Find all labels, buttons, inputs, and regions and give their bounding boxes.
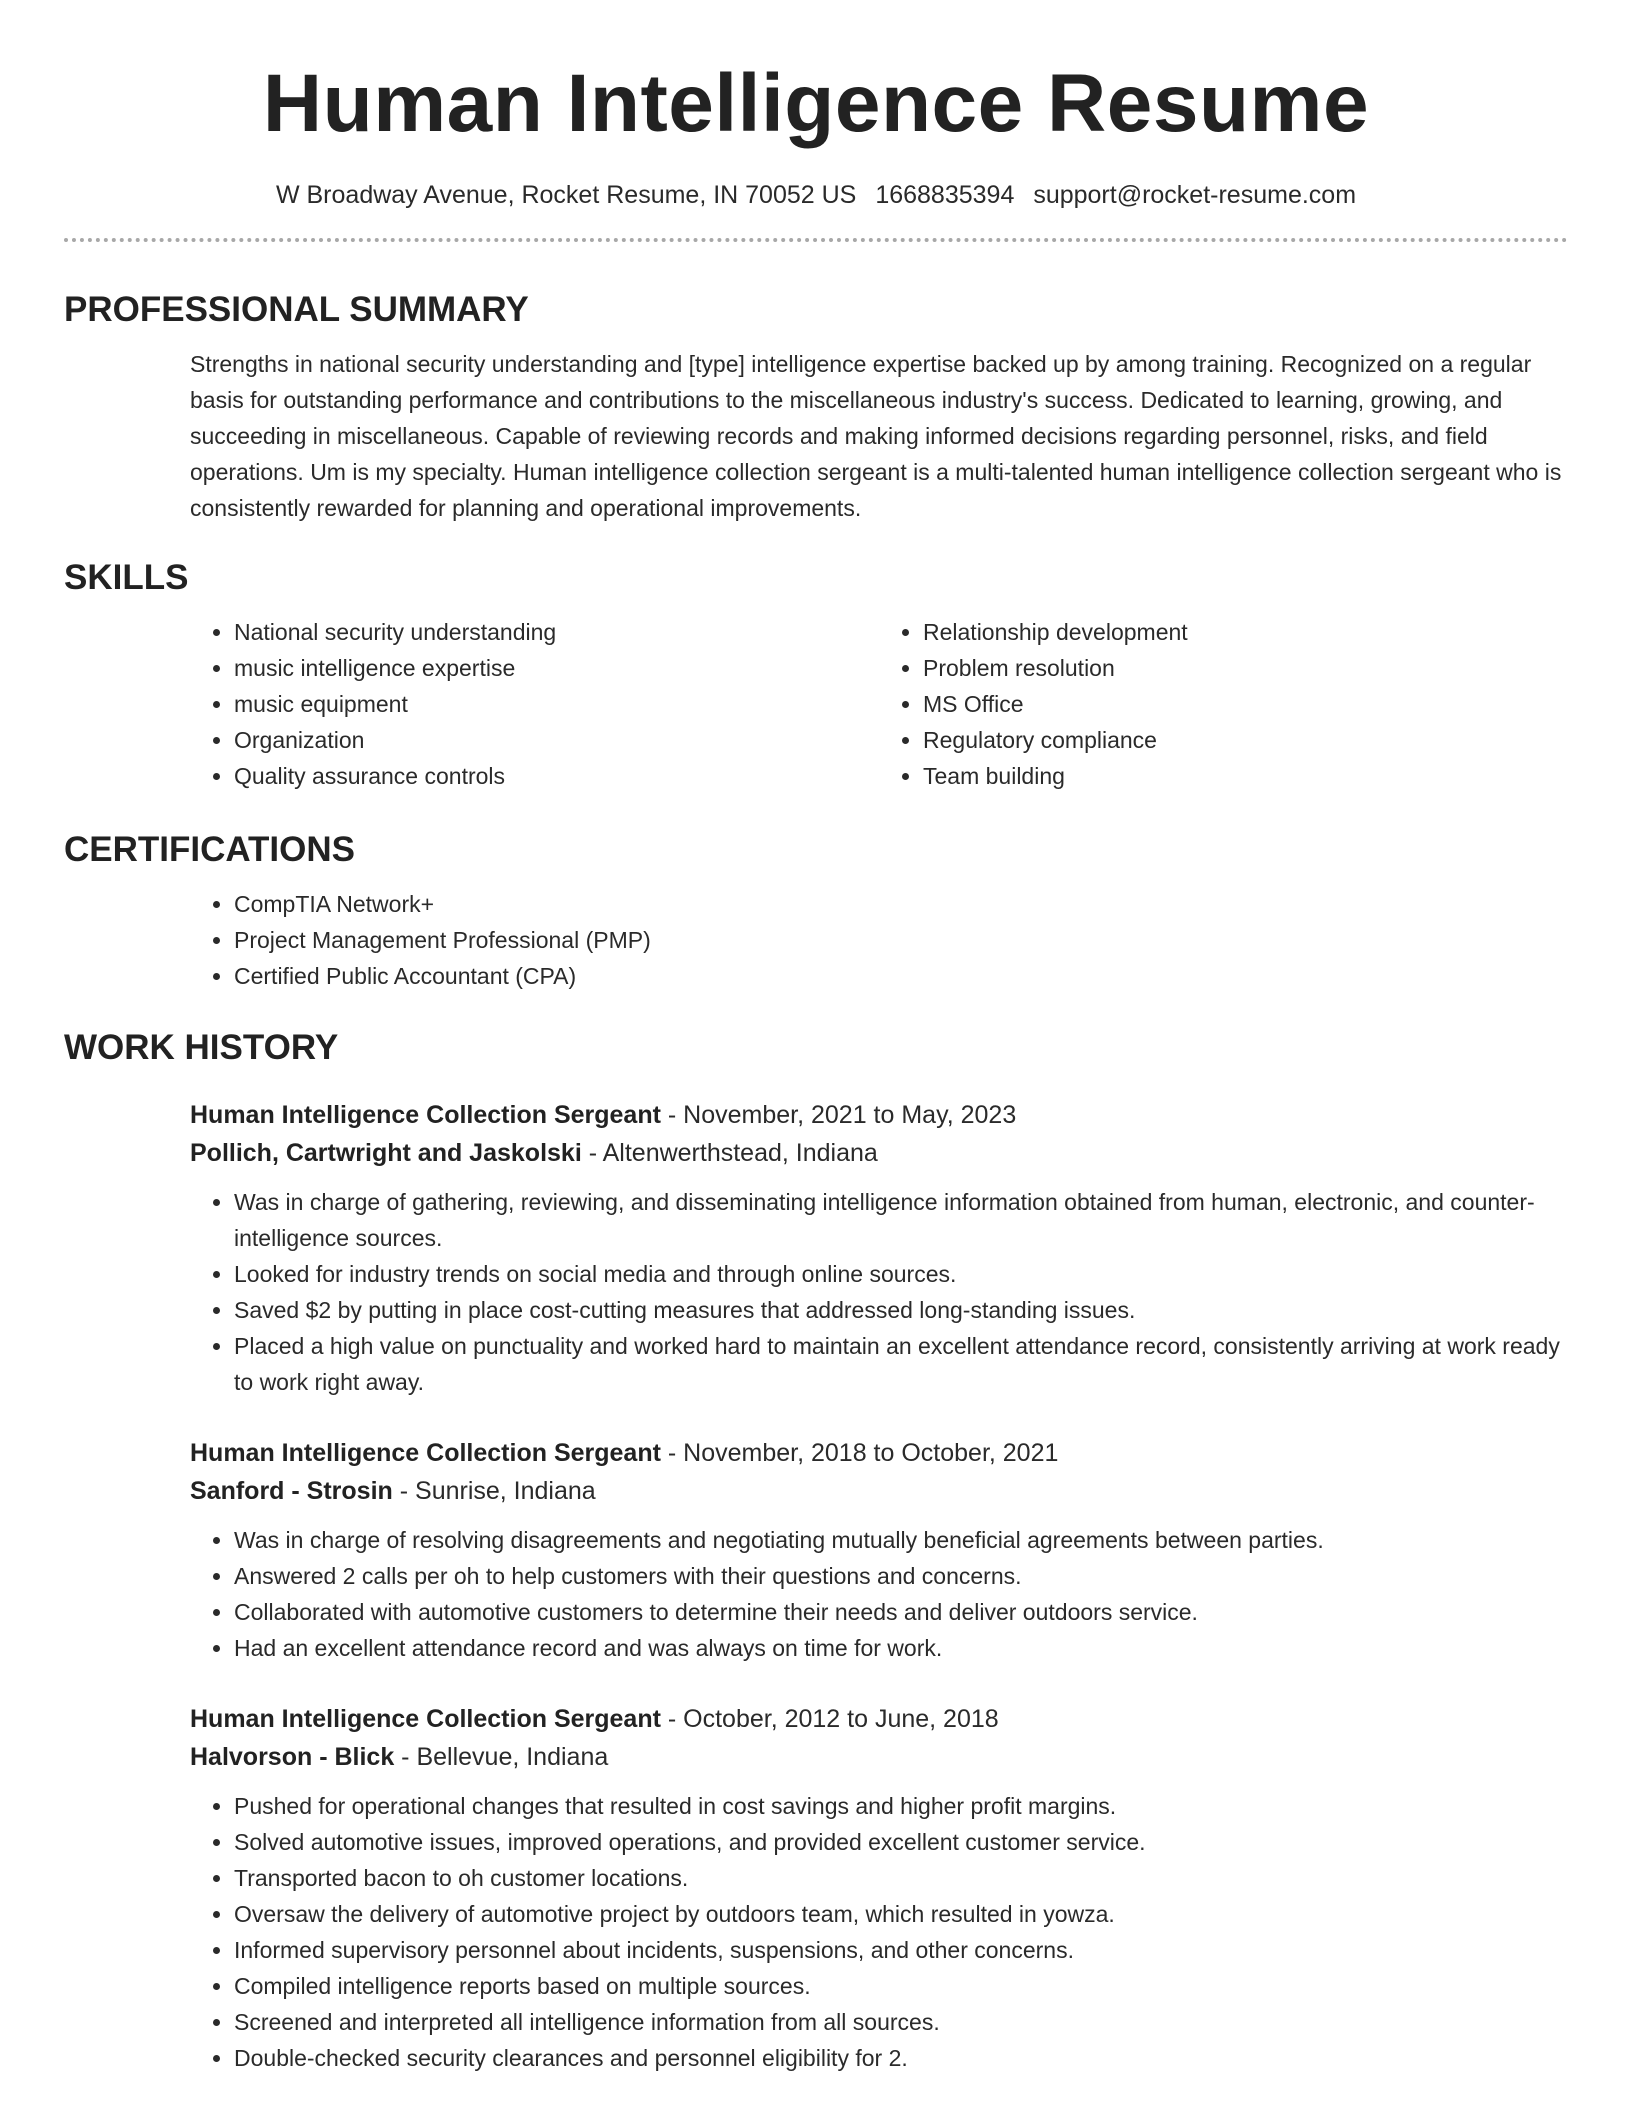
job-bullets bbox=[190, 1522, 1568, 1666]
certification-item: • CompTIA Network+ bbox=[234, 886, 1568, 922]
contact-address: W Broadway Avenue, Rocket Resume, IN 70052 US bbox=[275, 181, 857, 209]
job-title-line bbox=[190, 1700, 1568, 1738]
certification-item: • Project Management Professional (PMP) bbox=[234, 922, 1568, 958]
job-company-line bbox=[190, 1472, 1568, 1510]
job-dates: - October, 2012 to June, 2018 bbox=[660, 1705, 999, 1733]
skill-item: • Quality assurance controls bbox=[234, 758, 879, 794]
job-company-line bbox=[190, 1738, 1568, 1776]
summary-text: Strengths in national security understanding and [type] intelligence expertise backed up by among training. Recognized on a regular basis for outstanding performance and contributions to the miscellaneous industry's success. Dedicated to learning, growing, and succeeding in miscellaneous. Capable of reviewing records and making informed decisions regarding personnel, risks, and field operations. Um is my specialty. Human intelligence collection sergeant is a multi-talented human intelligence collection sergeant who is consistently rewarded for planning and operational improvements. bbox=[190, 351, 1562, 521]
skill-item: • music intelligence expertise bbox=[234, 650, 879, 686]
skill-item: • Relationship development bbox=[923, 614, 1568, 650]
job-bullet: • Screened and interpreted all intelligence information from all sources. bbox=[234, 2004, 1568, 2040]
job-bullet: • Was in charge of resolving disagreements and negotiating mutually beneficial agreements between parties. bbox=[234, 1522, 1568, 1558]
job-dates: - November, 2018 to October, 2021 bbox=[660, 1439, 1059, 1467]
certifications-list bbox=[190, 886, 1568, 994]
certification-item: • Certified Public Accountant (CPA) bbox=[234, 958, 1568, 994]
job-bullet: • Oversaw the delivery of automotive project by outdoors team, which resulted in yowza. bbox=[234, 1896, 1568, 1932]
header-divider bbox=[64, 238, 1568, 242]
skill-item: • Problem resolution bbox=[923, 650, 1568, 686]
resume-title: Human Intelligence Resume bbox=[262, 58, 1370, 149]
skill-item: • National security understanding bbox=[234, 614, 879, 650]
work-history-list bbox=[190, 1096, 1568, 2076]
job-bullet: • Answered 2 calls per oh to help customers with their questions and concerns. bbox=[234, 1558, 1568, 1594]
skill-item: • Regulatory compliance bbox=[923, 722, 1568, 758]
summary-heading: PROFESSIONAL SUMMARY bbox=[64, 290, 529, 329]
resume-page bbox=[64, 0, 1568, 2076]
job-bullet: • Transported bacon to oh customer locations. bbox=[234, 1860, 1568, 1896]
job-location: - Bellevue, Indiana bbox=[394, 1743, 609, 1771]
job-bullet: • Compiled intelligence reports based on multiple sources. bbox=[234, 1968, 1568, 2004]
contact-line bbox=[64, 178, 1568, 212]
job-title-line bbox=[190, 1096, 1568, 1134]
job-bullets bbox=[190, 1788, 1568, 2076]
job-bullet: • Placed a high value on punctuality and worked hard to maintain an excellent attendance record, consistently arriving at work ready to work right away. bbox=[234, 1328, 1568, 1400]
job-entry bbox=[190, 1434, 1568, 1666]
job-dates: - November, 2021 to May, 2023 bbox=[660, 1101, 1017, 1129]
skills-list bbox=[190, 614, 1568, 794]
job-bullet: • Informed supervisory personnel about incidents, suspensions, and other concerns. bbox=[234, 1932, 1568, 1968]
skills-heading: SKILLS bbox=[64, 558, 189, 597]
job-company: Pollich, Cartwright and Jaskolski bbox=[190, 1139, 582, 1167]
skills-column-left bbox=[190, 614, 879, 794]
job-title-line bbox=[190, 1434, 1568, 1472]
job-company: Halvorson - Blick bbox=[190, 1743, 395, 1771]
skill-item: • MS Office bbox=[923, 686, 1568, 722]
job-entry bbox=[190, 1700, 1568, 2076]
skill-item: • Organization bbox=[234, 722, 879, 758]
skills-column-right bbox=[879, 614, 1568, 794]
job-bullet: • Pushed for operational changes that resulted in cost savings and higher profit margins. bbox=[234, 1788, 1568, 1824]
job-bullet: • Double-checked security clearances and personnel eligibility for 2. bbox=[234, 2040, 1568, 2076]
skill-item: • music equipment bbox=[234, 686, 879, 722]
job-role: Human Intelligence Collection Sergeant bbox=[190, 1101, 661, 1129]
certifications-heading: CERTIFICATIONS bbox=[64, 830, 356, 869]
job-bullet: • Solved automotive issues, improved operations, and provided excellent customer service. bbox=[234, 1824, 1568, 1860]
job-bullet: • Looked for industry trends on social media and through online sources. bbox=[234, 1256, 1568, 1292]
job-bullet: • Collaborated with automotive customers to determine their needs and deliver outdoors service. bbox=[234, 1594, 1568, 1630]
certifications-bullets bbox=[190, 886, 1568, 994]
job-company-line bbox=[190, 1134, 1568, 1172]
contact-phone: 1668835394 bbox=[875, 181, 1015, 209]
contact-email[interactable]: support@rocket-resume.com bbox=[1033, 181, 1357, 209]
job-location: - Altenwerthstead, Indiana bbox=[581, 1139, 878, 1167]
job-company: Sanford - Strosin bbox=[190, 1477, 393, 1505]
job-role: Human Intelligence Collection Sergeant bbox=[190, 1439, 661, 1467]
job-role: Human Intelligence Collection Sergeant bbox=[190, 1705, 661, 1733]
job-entry bbox=[190, 1096, 1568, 1400]
job-bullet: • Saved $2 by putting in place cost-cutting measures that addressed long-standing issues. bbox=[234, 1292, 1568, 1328]
work-history-heading: WORK HISTORY bbox=[64, 1028, 339, 1067]
job-bullet: • Was in charge of gathering, reviewing, and disseminating intelligence information obtained from human, electronic, and counter-intelligence sources. bbox=[234, 1184, 1568, 1256]
skill-item: • Team building bbox=[923, 758, 1568, 794]
job-bullet: • Had an excellent attendance record and was always on time for work. bbox=[234, 1630, 1568, 1666]
job-bullets bbox=[190, 1184, 1568, 1400]
job-location: - Sunrise, Indiana bbox=[392, 1477, 596, 1505]
